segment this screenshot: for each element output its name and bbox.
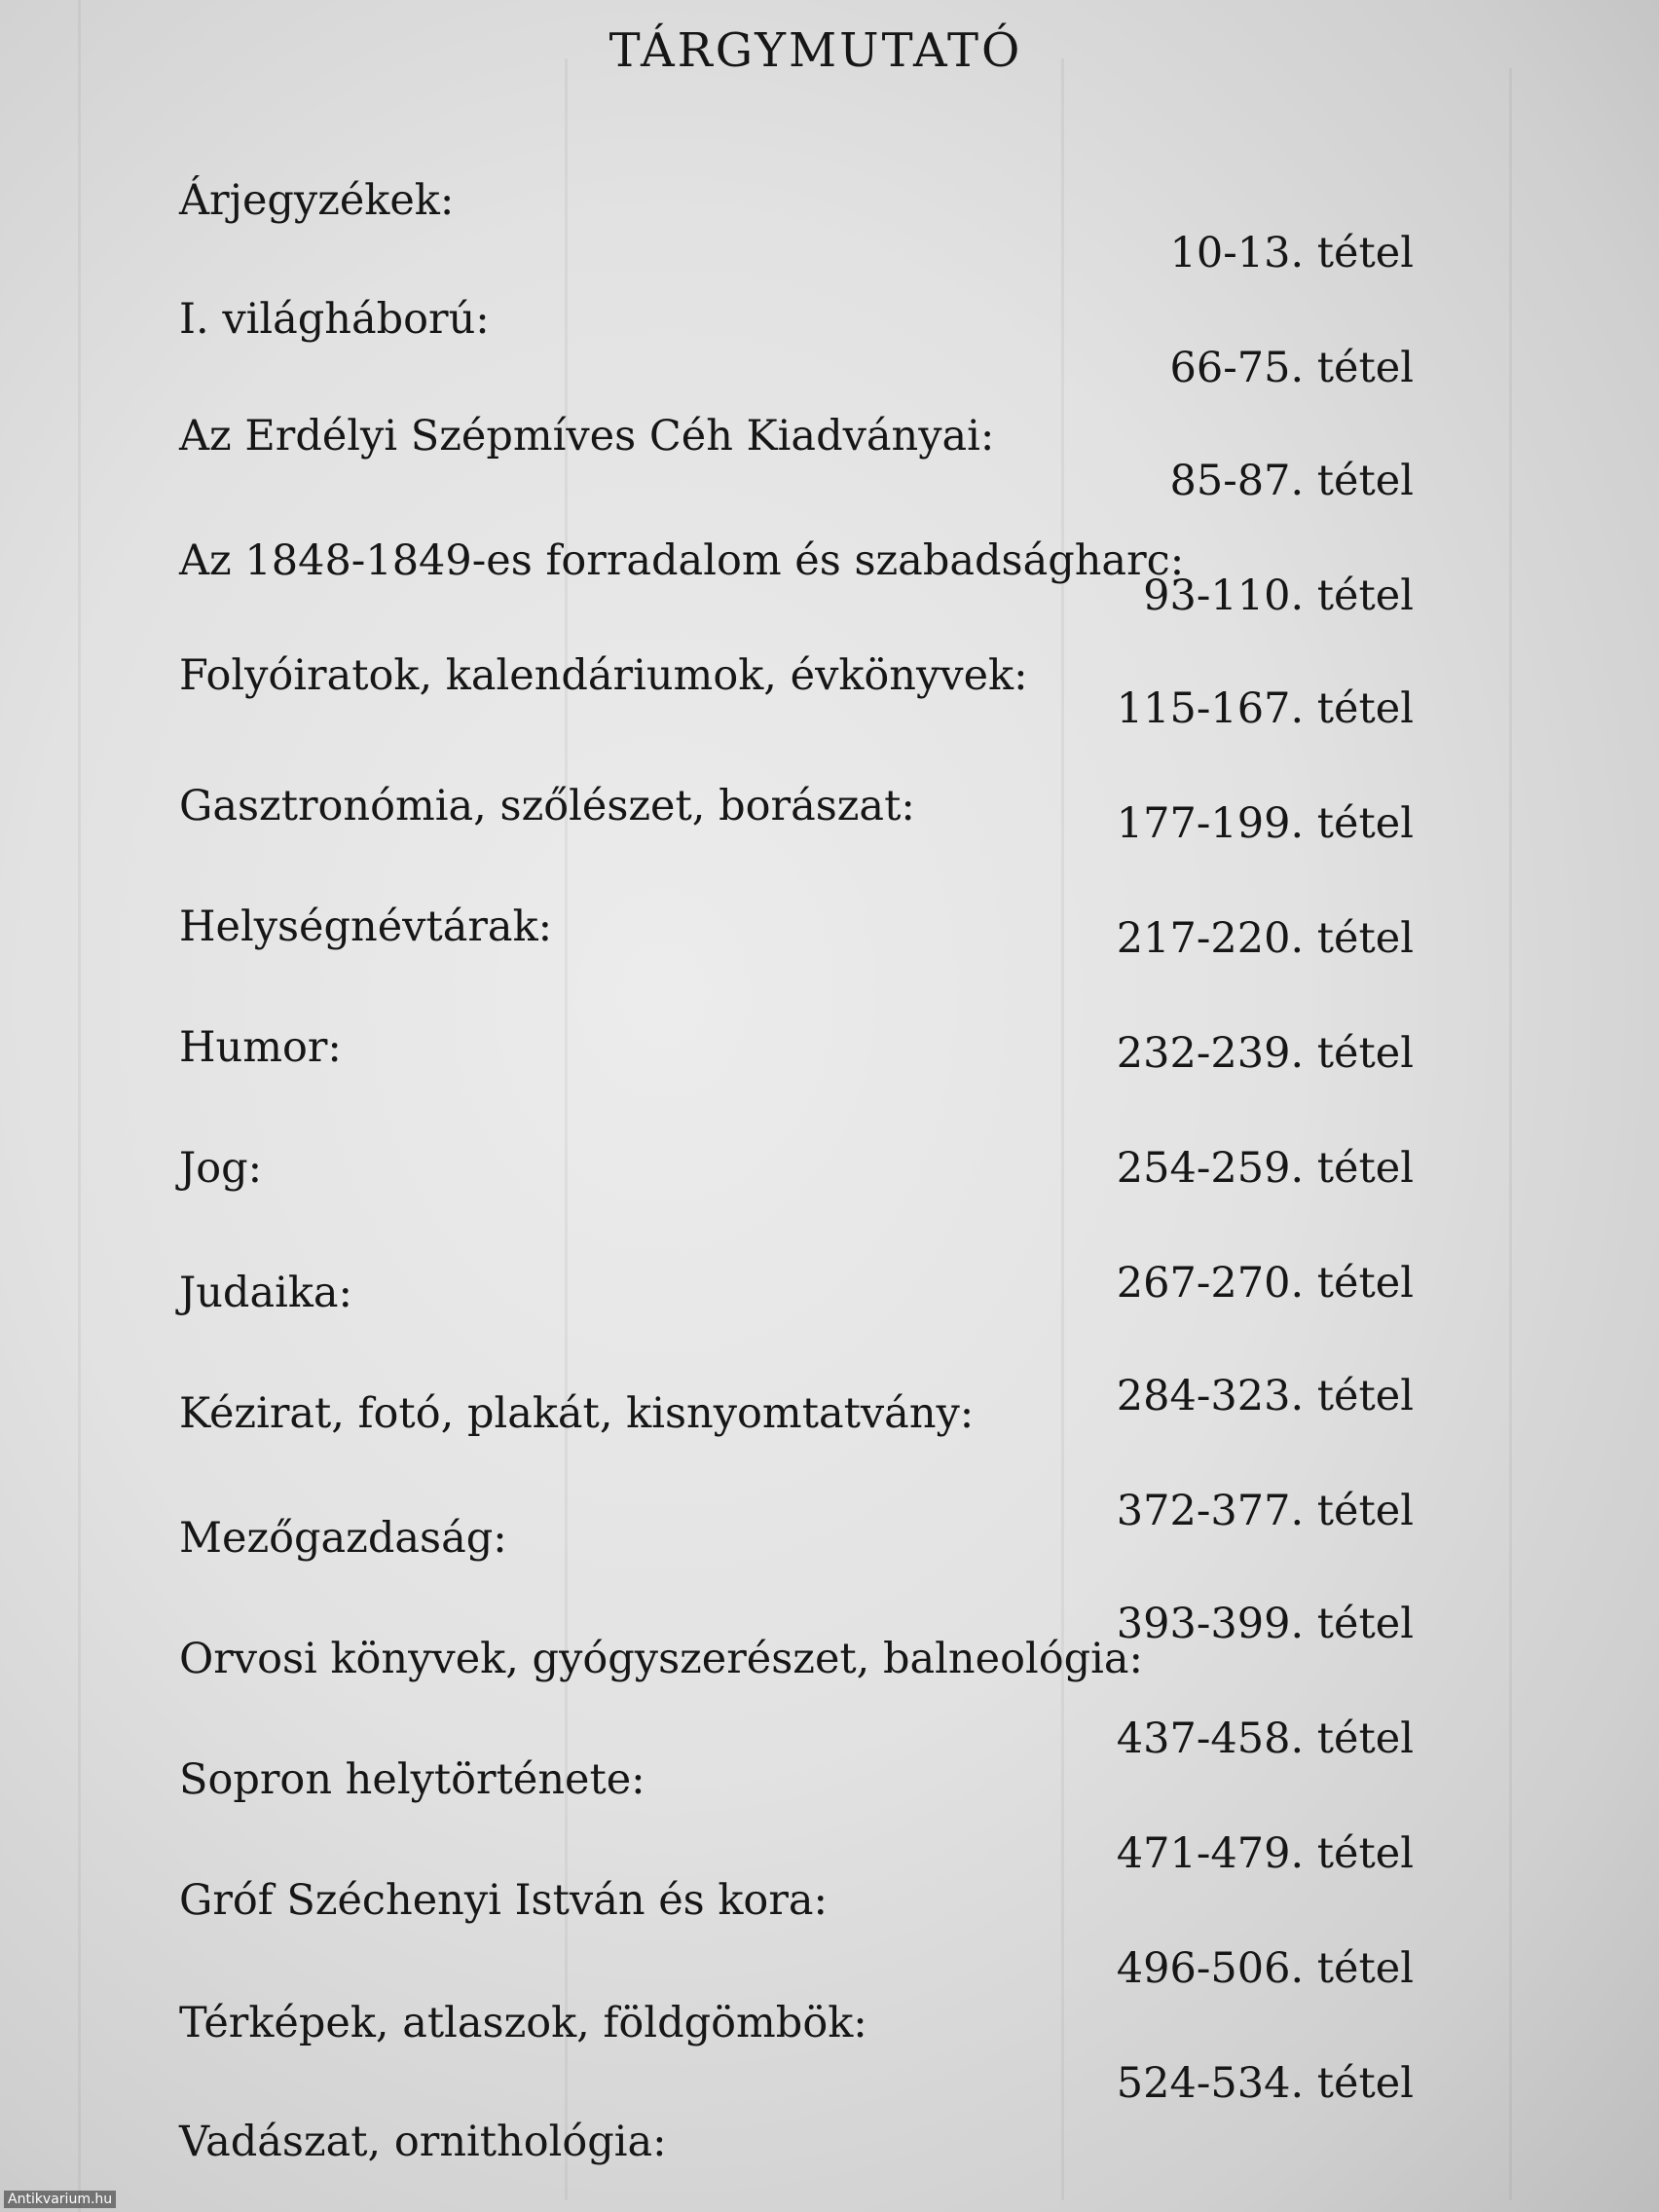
index-entry-label: Gróf Széchenyi István és kora: <box>179 1876 828 1925</box>
index-entry-label: Az 1848-1849-es forradalom és szabadságharc: <box>179 536 1185 585</box>
index-entry-ref: 437-458. tétel <box>1116 1714 1414 1763</box>
index-entry-label: Térképek, atlaszok, földgömbök: <box>179 1999 867 2047</box>
index-entry-label: Mezőgazdaság: <box>179 1514 507 1563</box>
index-entry-ref: 10-13. tétel <box>1169 229 1414 277</box>
index-entry-label: Jog: <box>179 1144 263 1193</box>
index-entry-ref: 372-377. tétel <box>1116 1487 1414 1535</box>
index-entry-label: Humor: <box>179 1023 342 1072</box>
index-entry-ref: 284-323. tétel <box>1116 1372 1414 1420</box>
index-entry-label: Sopron helytörténete: <box>179 1755 645 1804</box>
index-entry-ref: 393-399. tétel <box>1116 1600 1414 1648</box>
index-entry-ref: 232-239. tétel <box>1116 1029 1414 1078</box>
site-watermark: Antikvarium.hu <box>4 2191 116 2208</box>
index-entry-ref: 85-87. tétel <box>1169 457 1414 505</box>
index-entry-label: Judaika: <box>179 1269 353 1317</box>
show-through-rule <box>1061 58 1064 2200</box>
index-entry-label: Kézirat, fotó, plakát, kisnyomtatvány: <box>179 1389 975 1438</box>
show-through-rule <box>1509 68 1512 2200</box>
index-entry-ref: 471-479. tétel <box>1116 1829 1414 1878</box>
index-entry-label: Helységnévtárak: <box>179 903 553 951</box>
index-entry-label: Gasztronómia, szőlészet, borászat: <box>179 782 915 830</box>
index-entry-ref: 177-199. tétel <box>1116 799 1414 848</box>
index-entry-ref: 524-534. tétel <box>1116 2059 1414 2108</box>
index-entry-ref: 217-220. tétel <box>1116 914 1414 963</box>
index-entry-label: Árjegyzékek: <box>179 176 455 225</box>
index-entry-ref: 115-167. tétel <box>1116 684 1414 733</box>
index-entry-label: Az Erdélyi Szépmíves Céh Kiadványai: <box>179 412 995 461</box>
index-entry-ref: 254-259. tétel <box>1116 1144 1414 1193</box>
index-entry-ref: 496-506. tétel <box>1116 1944 1414 1993</box>
index-entry-label: I. világháború: <box>179 295 490 344</box>
index-entry-label: Folyóiratok, kalendáriumok, évkönyvek: <box>179 651 1028 700</box>
show-through-rule <box>78 0 81 2212</box>
index-entry-ref: 93-110. tétel <box>1143 571 1414 620</box>
index-entry-ref: 66-75. tétel <box>1169 344 1414 392</box>
index-entry-label: Vadászat, ornithológia: <box>179 2118 667 2166</box>
index-entry-ref: 267-270. tétel <box>1116 1259 1414 1308</box>
page-title: TÁRGYMUTATÓ <box>608 23 1023 78</box>
index-entry-label: Orvosi könyvek, gyógyszerészet, balneológia: <box>179 1635 1144 1683</box>
